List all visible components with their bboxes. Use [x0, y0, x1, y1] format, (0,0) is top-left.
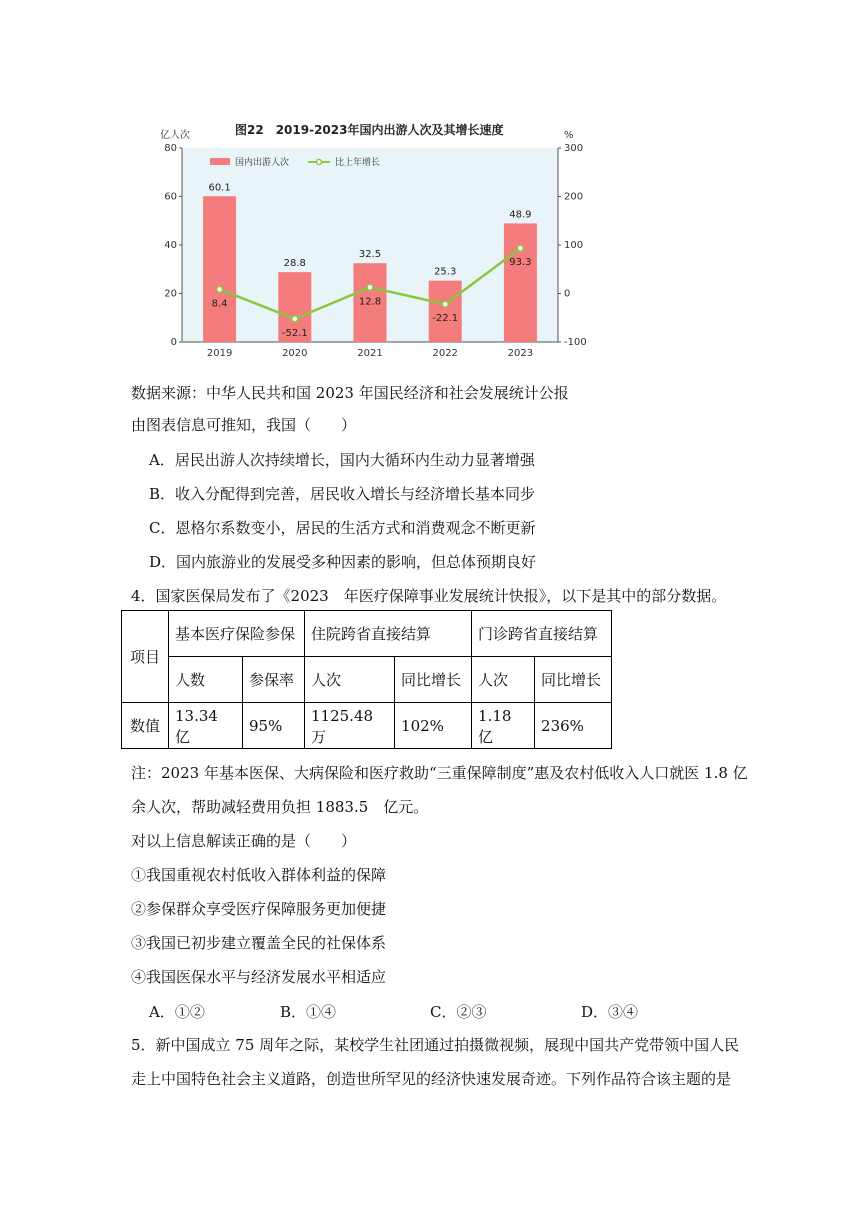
growth-label-2023: 93.3	[509, 257, 532, 269]
growth-point-2020	[292, 316, 298, 322]
q3-option-b: B．收入分配得到完善，居民收入增长与经济增长基本同步	[149, 485, 536, 503]
table-group-inpatient: 住院跨省直接结算	[305, 611, 472, 657]
table-cell: 236%	[535, 703, 612, 749]
y-tick-right-label: -100	[564, 337, 587, 348]
bar-label-2023: 48.9	[509, 209, 532, 221]
table-subheader: 同比增长	[395, 657, 472, 703]
y-tick-right-label: 200	[564, 191, 584, 203]
legend-bar-label: 国内出游人次	[235, 158, 290, 168]
bar-label-2021: 32.5	[358, 249, 382, 261]
table-cell: 95%	[243, 703, 305, 749]
bar-label-2022: 25.3	[434, 266, 457, 278]
chart-ylabel-left: 亿人次	[160, 130, 190, 141]
q4-stem: 对以上信息解读正确的是（ ）	[131, 832, 357, 850]
tourism-chart	[160, 118, 600, 363]
table-subheader: 人次	[305, 657, 395, 703]
x-tick-label-2023: 2023	[507, 348, 534, 359]
q4-statement-2: ②参保群众享受医疗保障服务更加便捷	[131, 900, 387, 918]
growth-point-2019	[217, 286, 223, 292]
data-source: 数据来源：中华人民共和国 2023 年国民经济和社会发展统计公报	[131, 384, 569, 402]
insurance-table	[121, 610, 612, 749]
growth-label-2020: -52.1	[281, 327, 308, 339]
y-tick-left-label: 20	[164, 288, 177, 300]
table-cell: 1125.48 万	[305, 703, 395, 749]
y-tick-right-label: 300	[564, 143, 584, 154]
q5-line2: 走上中国特色社会主义道路，创造世所罕见的经济快速发展奇迹。下列作品符合该主题的是	[131, 1070, 732, 1088]
q3-stem: 由图表信息可推知，我国（ ）	[131, 416, 357, 434]
table-cell: 102%	[395, 703, 472, 749]
growth-label-2022: -22.1	[432, 313, 459, 325]
legend-line-marker	[317, 160, 322, 165]
y-tick-left-label: 80	[164, 143, 177, 154]
q4-option-d: D．③④	[581, 1003, 639, 1021]
q3-option-d: D．国内旅游业的发展受多种因素的影响，但总体预期良好	[149, 553, 537, 571]
x-tick-label-2019: 2019	[206, 348, 233, 359]
y-tick-left-label: 40	[164, 240, 177, 251]
table-cell: 13.34 亿	[169, 703, 243, 749]
table-subheader: 人次	[472, 657, 535, 703]
table-subheader: 同比增长	[535, 657, 612, 703]
bar-2023	[504, 223, 537, 342]
table-group-outpatient: 门诊跨省直接结算	[472, 611, 612, 657]
q3-option-a: A．居民出游人次持续增长，国内大循环内生动力显著增强	[149, 451, 535, 469]
table-subheader: 参保率	[243, 657, 305, 703]
q4-option-c: C．②③	[430, 1003, 487, 1021]
q4-option-a: A．①②	[149, 1003, 205, 1021]
q4-option-b: B．①④	[280, 1003, 337, 1021]
q4-statement-4: ④我国医保水平与经济发展水平相适应	[131, 968, 387, 986]
x-tick-label-2021: 2021	[357, 348, 383, 359]
growth-point-2023	[517, 245, 523, 251]
q4-statement-1: ①我国重视农村低收入群体利益的保障	[131, 866, 387, 884]
growth-point-2021	[367, 284, 373, 290]
q4-intro: 4．国家医保局发布了《2023 年医疗保障事业发展统计快报》，以下是其中的部分数据。	[131, 587, 727, 605]
table-row-header-item: 项目	[122, 611, 169, 703]
bar-label-2020: 28.8	[283, 258, 306, 270]
y-tick-right-label: 100	[564, 240, 584, 251]
q3-option-c: C．恩格尔系数变小，居民的生活方式和消费观念不断更新	[149, 519, 536, 537]
q4-note-line1: 注：2023 年基本医保、大病保险和医疗救助“三重保障制度”惠及农村低收入人口就医 1.8 亿	[131, 764, 748, 782]
legend-bar-swatch	[210, 158, 230, 165]
q5-line1: 5．新中国成立 75 周年之际，某校学生社团通过拍摄微视频，展现中国共产党带领中国人民	[131, 1036, 740, 1054]
table-group-basic-insurance: 基本医疗保险参保	[169, 611, 305, 657]
x-tick-label-2020: 2020	[282, 348, 308, 359]
growth-label-2019: 8.4	[211, 298, 228, 310]
table-cell: 1.18 亿	[472, 703, 535, 749]
bar-label-2019: 60.1	[208, 182, 231, 194]
bar-2022	[429, 281, 462, 342]
legend-line-label: 比上年增长	[335, 158, 381, 168]
q4-statement-3: ③我国已初步建立覆盖全民的社保体系	[131, 934, 387, 952]
y-tick-left-label: 0	[170, 337, 177, 348]
growth-label-2021: 12.8	[358, 296, 382, 308]
y-tick-left-label: 60	[164, 191, 177, 203]
x-tick-label-2022: 2022	[432, 348, 458, 359]
table-row-header-value: 数值	[122, 703, 169, 749]
growth-point-2022	[442, 301, 448, 307]
y-tick-right-label: 0	[564, 288, 571, 300]
table-subheader: 人数	[169, 657, 243, 703]
chart-ylabel-right: %	[564, 130, 574, 141]
bar-2019	[203, 196, 236, 342]
q4-note-line2: 余人次，帮助减轻费用负担 1883.5 亿元。	[131, 798, 429, 816]
chart-title: 图22 2019-2023年国内出游人次及其增长速度	[235, 123, 504, 137]
